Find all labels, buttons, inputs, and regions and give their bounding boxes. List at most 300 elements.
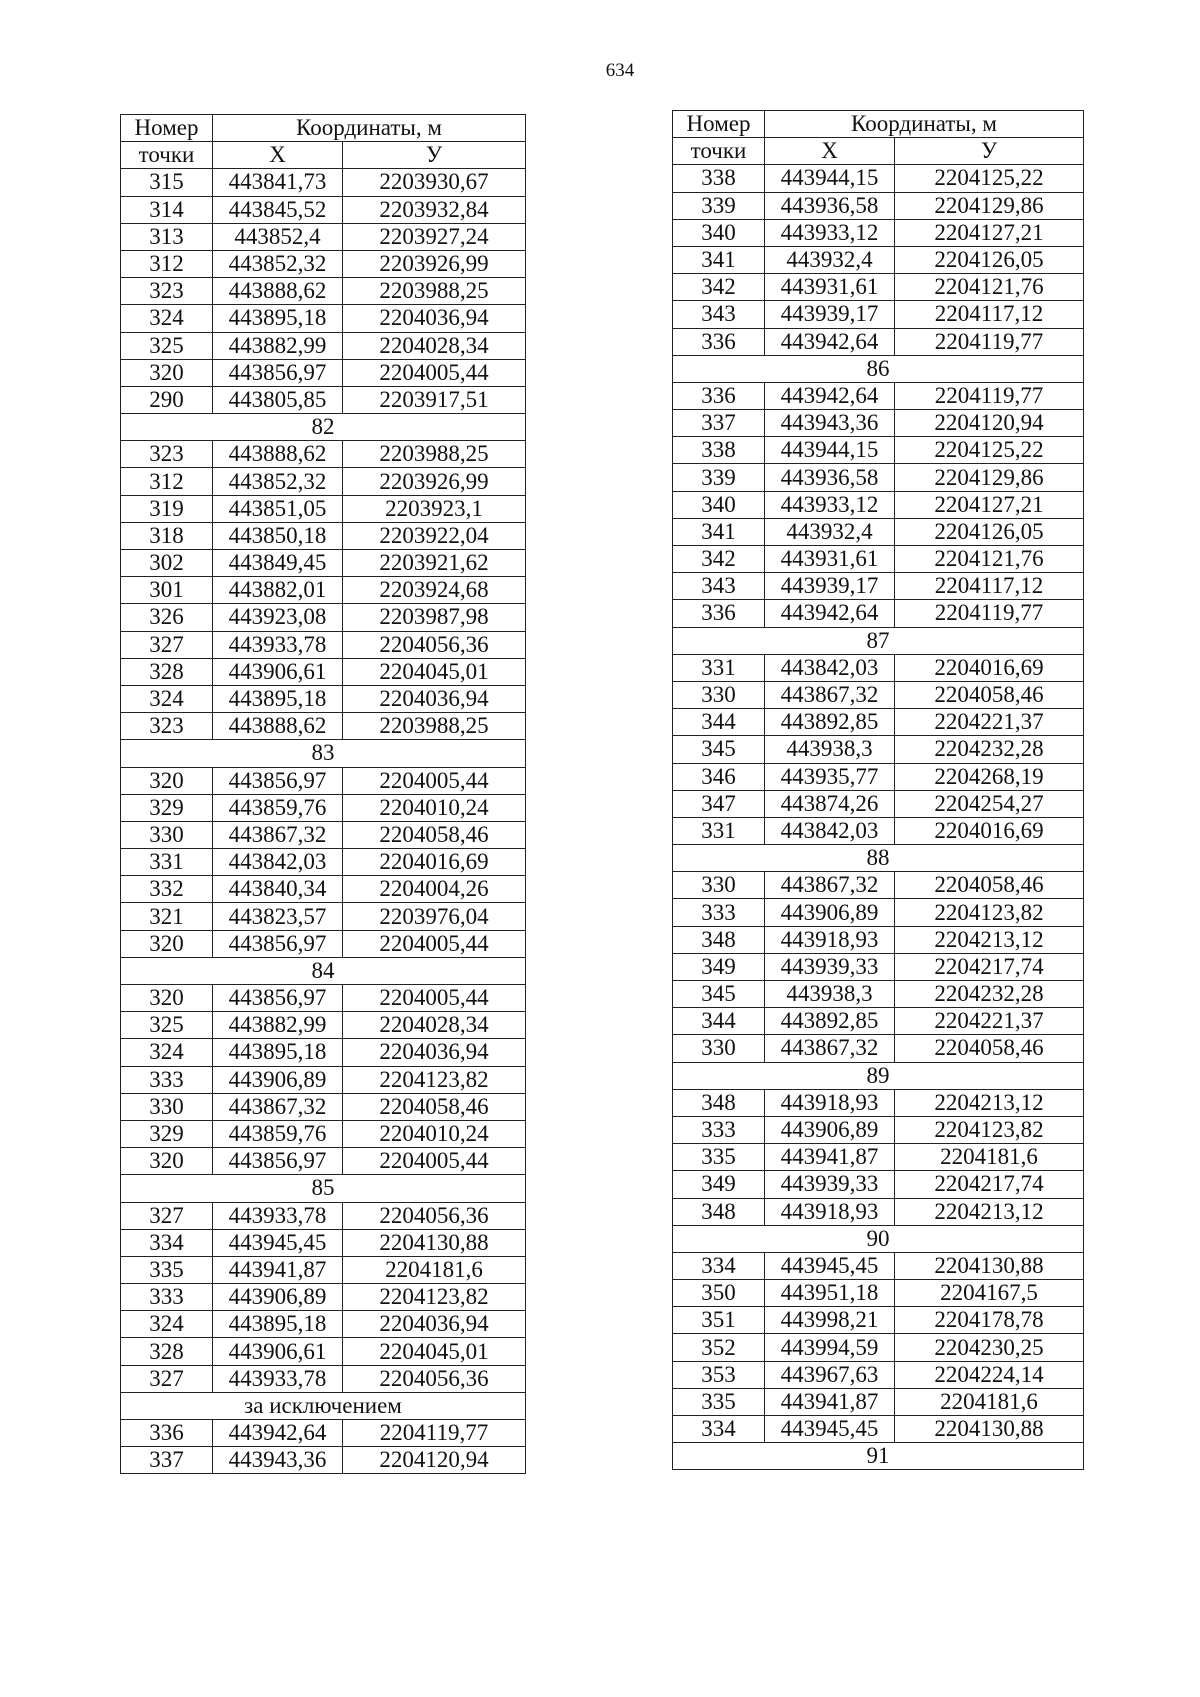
point-number-cell: 302 [121,550,213,577]
point-number-cell: 336 [673,328,765,355]
y-coordinate-cell: 2204056,36 [343,631,526,658]
point-number-cell: 320 [121,767,213,794]
x-coordinate-cell: 443841,73 [213,169,343,196]
point-number-cell: 349 [673,953,765,980]
y-coordinate-cell: 2204010,24 [343,794,526,821]
table-row [121,604,526,631]
point-number-cell: 341 [673,246,765,273]
y-coordinate-cell: 2204178,78 [895,1307,1084,1334]
y-coordinate-cell: 2204213,12 [895,1089,1084,1116]
section-label: 91 [673,1443,1084,1470]
section-label: за исключением [121,1392,526,1419]
y-coordinate-cell: 2203988,25 [343,278,526,305]
section-row [673,627,1084,654]
table-row [673,192,1084,219]
point-number-cell: 329 [121,1120,213,1147]
point-number-cell: 333 [673,899,765,926]
y-coordinate-cell: 2204036,94 [343,305,526,332]
x-coordinate-cell: 443942,64 [213,1420,343,1447]
y-coordinate-cell: 2204005,44 [343,1148,526,1175]
x-coordinate-cell: 443994,59 [765,1334,895,1361]
point-number-cell: 342 [673,546,765,573]
point-number-cell: 333 [673,1116,765,1143]
coordinates-header: Координаты, м [765,111,1084,138]
x-coordinate-cell: 443967,63 [765,1361,895,1388]
point-number-cell: 332 [121,876,213,903]
y-coordinate-cell: 2204268,19 [895,763,1084,790]
y-coordinate-cell: 2204127,21 [895,219,1084,246]
y-coordinate-cell: 2204036,94 [343,1039,526,1066]
y-coordinate-cell: 2203976,04 [343,903,526,930]
point-number-cell: 353 [673,1361,765,1388]
point-number-cell: 340 [673,491,765,518]
table-row [121,577,526,604]
y-coordinate-cell: 2203930,67 [343,169,526,196]
table-row [673,1089,1084,1116]
x-coordinate-cell: 443856,97 [213,359,343,386]
point-number-cell: 327 [121,1202,213,1229]
x-coordinate-cell: 443932,4 [765,518,895,545]
table-row [673,681,1084,708]
x-coordinate-cell: 443906,89 [765,1116,895,1143]
header-row [121,115,526,142]
y-coordinate-cell: 2204213,12 [895,926,1084,953]
table-row [121,386,526,413]
point-number-cell: 312 [121,468,213,495]
y-coordinate-cell: 2204221,37 [895,1008,1084,1035]
point-number-cell: 328 [121,1338,213,1365]
section-row [121,1392,526,1419]
x-coordinate-cell: 443939,33 [765,1171,895,1198]
point-number-cell: 333 [121,1284,213,1311]
x-coordinate-cell: 443874,26 [765,790,895,817]
table-row [121,1256,526,1283]
y-coordinate-cell: 2204028,34 [343,332,526,359]
x-coordinate-cell: 443942,64 [765,328,895,355]
x-coordinate-cell: 443882,99 [213,1012,343,1039]
y-coordinate-cell: 2203988,25 [343,713,526,740]
y-coordinate-cell: 2204181,6 [343,1256,526,1283]
table-row [121,250,526,277]
y-coordinate-cell: 2203924,68 [343,577,526,604]
x-coordinate-cell: 443933,78 [213,631,343,658]
table-row [121,903,526,930]
table-row [673,1416,1084,1443]
point-number-cell: 348 [673,1089,765,1116]
point-number-cell: 320 [121,1148,213,1175]
table-row [121,821,526,848]
table-row [673,736,1084,763]
x-coordinate-cell: 443939,17 [765,573,895,600]
x-coordinate-cell: 443941,87 [213,1256,343,1283]
table-row [673,1252,1084,1279]
table-row [673,1388,1084,1415]
section-label: 90 [673,1225,1084,1252]
section-row [121,740,526,767]
point-number-cell: 345 [673,736,765,763]
section-label: 83 [121,740,526,767]
point-number-cell: 315 [121,169,213,196]
table-row [673,600,1084,627]
y-coordinate-cell: 2204130,88 [343,1229,526,1256]
x-coordinate-cell: 443845,52 [213,196,343,223]
page-number: 634 [605,60,635,81]
table-row [121,1284,526,1311]
point-number-cell: 321 [121,903,213,930]
table-row [673,518,1084,545]
section-row [121,414,526,441]
table-row [673,464,1084,491]
point-number-cell: 339 [673,192,765,219]
x-coordinate-cell: 443942,64 [765,600,895,627]
table-row [121,767,526,794]
x-coordinate-cell: 443939,33 [765,953,895,980]
table-row [121,794,526,821]
x-coordinate-cell: 443852,32 [213,468,343,495]
table-row [673,1116,1084,1143]
table-body-right [673,111,1084,1470]
x-coordinate-cell: 443842,03 [765,817,895,844]
x-coordinate-cell: 443939,17 [765,301,895,328]
y-coordinate-cell: 2204004,26 [343,876,526,903]
point-number-cell: 324 [121,1039,213,1066]
y-coordinate-cell: 2203926,99 [343,468,526,495]
table-row [121,468,526,495]
table-row [673,953,1084,980]
section-label: 87 [673,627,1084,654]
y-coordinate-cell: 2204224,14 [895,1361,1084,1388]
y-coordinate-cell: 2204125,22 [895,437,1084,464]
y-coordinate-cell: 2204181,6 [895,1144,1084,1171]
y-coordinate-cell: 2204121,76 [895,546,1084,573]
point-number-cell: 330 [121,1093,213,1120]
x-coordinate-cell: 443895,18 [213,685,343,712]
y-coordinate-cell: 2203922,04 [343,522,526,549]
x-coordinate-cell: 443944,15 [765,437,895,464]
x-coordinate-cell: 443852,32 [213,250,343,277]
table-row [121,278,526,305]
x-header: X [765,138,895,165]
y-coordinate-cell: 2204130,88 [895,1416,1084,1443]
table-row [121,441,526,468]
table-row [673,219,1084,246]
y-coordinate-cell: 2203926,99 [343,250,526,277]
point-number-cell: 329 [121,794,213,821]
y-coordinate-cell: 2204016,69 [895,654,1084,681]
x-coordinate-cell: 443856,97 [213,930,343,957]
section-label: 82 [121,414,526,441]
y-coordinate-cell: 2204217,74 [895,1171,1084,1198]
y-coordinate-cell: 2204119,77 [895,600,1084,627]
y-coordinate-cell: 2204117,12 [895,301,1084,328]
x-coordinate-cell: 443888,62 [213,278,343,305]
x-coordinate-cell: 443951,18 [765,1280,895,1307]
table-row [121,1093,526,1120]
x-coordinate-cell: 443882,99 [213,332,343,359]
y-coordinate-cell: 2204010,24 [343,1120,526,1147]
x-coordinate-cell: 443998,21 [765,1307,895,1334]
table-row [673,1361,1084,1388]
y-coordinate-cell: 2204213,12 [895,1198,1084,1225]
point-number-cell: 331 [673,654,765,681]
table-row [121,522,526,549]
x-coordinate-cell: 443851,05 [213,495,343,522]
x-coordinate-cell: 443943,36 [213,1447,343,1474]
x-coordinate-cell: 443840,34 [213,876,343,903]
table-row [673,1198,1084,1225]
point-number-cell: 319 [121,495,213,522]
section-row [673,1062,1084,1089]
point-number-cell: 344 [673,1008,765,1035]
point-number-cell: 351 [673,1307,765,1334]
point-number-cell: 334 [673,1416,765,1443]
x-coordinate-cell: 443867,32 [765,872,895,899]
table-row [121,332,526,359]
point-number-cell: 318 [121,522,213,549]
coordinates-header: Координаты, м [213,115,526,142]
x-coordinate-cell: 443867,32 [213,821,343,848]
table-row [121,985,526,1012]
header-row [673,111,1084,138]
y-coordinate-cell: 2204056,36 [343,1365,526,1392]
y-coordinate-cell: 2203923,1 [343,495,526,522]
table-row [673,246,1084,273]
point-number-cell: 327 [121,1365,213,1392]
point-number-cell: 327 [121,631,213,658]
point-number-cell: 341 [673,518,765,545]
point-number-cell: 343 [673,301,765,328]
y-header: У [343,142,526,169]
point-number-header: точки [673,138,765,165]
point-number-cell: 320 [121,359,213,386]
y-coordinate-cell: 2203987,98 [343,604,526,631]
point-number-cell: 345 [673,981,765,1008]
table-row [121,631,526,658]
table-row [673,301,1084,328]
coordinates-table-right [672,110,1084,1470]
table-row [121,305,526,332]
point-number-cell: 336 [673,600,765,627]
y-coordinate-cell: 2204123,82 [895,899,1084,926]
y-coordinate-cell: 2203932,84 [343,196,526,223]
y-coordinate-cell: 2204005,44 [343,985,526,1012]
section-label: 89 [673,1062,1084,1089]
section-label: 86 [673,355,1084,382]
point-number-cell: 335 [673,1144,765,1171]
table-row [121,685,526,712]
x-coordinate-cell: 443936,58 [765,192,895,219]
table-row [121,495,526,522]
y-coordinate-cell: 2204123,82 [895,1116,1084,1143]
point-number-cell: 323 [121,441,213,468]
x-coordinate-cell: 443933,78 [213,1365,343,1392]
table-row [121,550,526,577]
table-row [121,1148,526,1175]
y-coordinate-cell: 2204121,76 [895,274,1084,301]
point-number-cell: 352 [673,1334,765,1361]
table-row [673,165,1084,192]
table-row [673,1144,1084,1171]
point-number-cell: 323 [121,278,213,305]
y-coordinate-cell: 2204058,46 [895,681,1084,708]
y-coordinate-cell: 2204221,37 [895,709,1084,736]
table-row [121,1012,526,1039]
y-coordinate-cell: 2204232,28 [895,981,1084,1008]
y-coordinate-cell: 2204058,46 [343,821,526,848]
table-row [121,658,526,685]
x-coordinate-cell: 443859,76 [213,1120,343,1147]
point-number-cell: 347 [673,790,765,817]
table-row [673,546,1084,573]
y-coordinate-cell: 2204125,22 [895,165,1084,192]
section-label: 85 [121,1175,526,1202]
x-coordinate-cell: 443842,03 [213,849,343,876]
point-number-cell: 337 [121,1447,213,1474]
table-row [121,1202,526,1229]
table-row [121,1420,526,1447]
point-number-cell: 339 [673,464,765,491]
table-row [673,1334,1084,1361]
table-row [673,573,1084,600]
table-row [121,1120,526,1147]
point-number-cell: 301 [121,577,213,604]
x-coordinate-cell: 443892,85 [765,1008,895,1035]
x-coordinate-cell: 443842,03 [765,654,895,681]
y-coordinate-cell: 2204129,86 [895,192,1084,219]
table-row [121,1039,526,1066]
y-coordinate-cell: 2204016,69 [895,817,1084,844]
table-row [673,437,1084,464]
point-number-cell: 348 [673,926,765,953]
point-number-cell: 335 [673,1388,765,1415]
x-coordinate-cell: 443852,4 [213,223,343,250]
point-number-header: точки [121,142,213,169]
table-row [121,849,526,876]
y-coordinate-cell: 2204217,74 [895,953,1084,980]
x-coordinate-cell: 443888,62 [213,441,343,468]
table-row [673,410,1084,437]
point-number-cell: 328 [121,658,213,685]
table-row [121,1311,526,1338]
table-row [121,196,526,223]
x-coordinate-cell: 443933,78 [213,1202,343,1229]
y-coordinate-cell: 2204056,36 [343,1202,526,1229]
point-number-cell: 343 [673,573,765,600]
point-number-cell: 336 [121,1420,213,1447]
point-number-cell: 334 [673,1252,765,1279]
table-row [121,223,526,250]
table-row [121,1447,526,1474]
y-coordinate-cell: 2204130,88 [895,1252,1084,1279]
y-coordinate-cell: 2204126,05 [895,246,1084,273]
table-row [673,899,1084,926]
point-number-cell: 342 [673,274,765,301]
point-number-cell: 346 [673,763,765,790]
x-coordinate-cell: 443906,61 [213,658,343,685]
x-coordinate-cell: 443942,64 [765,382,895,409]
table-row [673,491,1084,518]
point-number-cell: 334 [121,1229,213,1256]
x-coordinate-cell: 443882,01 [213,577,343,604]
x-coordinate-cell: 443945,45 [765,1252,895,1279]
y-coordinate-cell: 2204005,44 [343,930,526,957]
point-number-cell: 330 [121,821,213,848]
y-coordinate-cell: 2204005,44 [343,767,526,794]
point-number-cell: 338 [673,165,765,192]
x-coordinate-cell: 443888,62 [213,713,343,740]
header-row [673,138,1084,165]
y-coordinate-cell: 2204058,46 [895,872,1084,899]
point-number-cell: 326 [121,604,213,631]
table-row [673,872,1084,899]
y-coordinate-cell: 2204045,01 [343,658,526,685]
table-row [673,790,1084,817]
point-number-cell: 330 [673,681,765,708]
point-number-cell: 349 [673,1171,765,1198]
point-number-cell: 344 [673,709,765,736]
x-coordinate-cell: 443856,97 [213,767,343,794]
y-coordinate-cell: 2204119,77 [343,1420,526,1447]
y-coordinate-cell: 2204036,94 [343,1311,526,1338]
x-coordinate-cell: 443918,93 [765,926,895,953]
table-row [673,1035,1084,1062]
x-coordinate-cell: 443856,97 [213,1148,343,1175]
y-coordinate-cell: 2204036,94 [343,685,526,712]
y-coordinate-cell: 2204123,82 [343,1066,526,1093]
point-number-cell: 340 [673,219,765,246]
x-coordinate-cell: 443805,85 [213,386,343,413]
x-coordinate-cell: 443938,3 [765,736,895,763]
section-row [121,1175,526,1202]
table-row [673,981,1084,1008]
y-coordinate-cell: 2204120,94 [895,410,1084,437]
point-number-cell: 313 [121,223,213,250]
table-row [121,359,526,386]
x-coordinate-cell: 443932,4 [765,246,895,273]
section-label: 88 [673,845,1084,872]
y-coordinate-cell: 2204129,86 [895,464,1084,491]
point-number-cell: 325 [121,332,213,359]
x-coordinate-cell: 443823,57 [213,903,343,930]
point-number-header: Номер [121,115,213,142]
y-coordinate-cell: 2204120,94 [343,1447,526,1474]
x-coordinate-cell: 443867,32 [765,681,895,708]
point-number-cell: 290 [121,386,213,413]
table-row [673,1008,1084,1035]
y-coordinate-cell: 2204254,27 [895,790,1084,817]
point-number-cell: 350 [673,1280,765,1307]
x-coordinate-cell: 443931,61 [765,546,895,573]
point-number-cell: 320 [121,930,213,957]
table-row [673,328,1084,355]
point-number-cell: 338 [673,437,765,464]
table-row [121,1365,526,1392]
y-coordinate-cell: 2203917,51 [343,386,526,413]
x-coordinate-cell: 443906,89 [213,1284,343,1311]
x-coordinate-cell: 443906,61 [213,1338,343,1365]
y-coordinate-cell: 2204230,25 [895,1334,1084,1361]
point-number-cell: 330 [673,872,765,899]
table-row [673,709,1084,736]
section-row [673,1225,1084,1252]
x-coordinate-cell: 443935,77 [765,763,895,790]
table-row [673,763,1084,790]
table-row [673,274,1084,301]
y-coordinate-cell: 2204016,69 [343,849,526,876]
header-row [121,142,526,169]
section-row [121,957,526,984]
section-row [673,355,1084,382]
